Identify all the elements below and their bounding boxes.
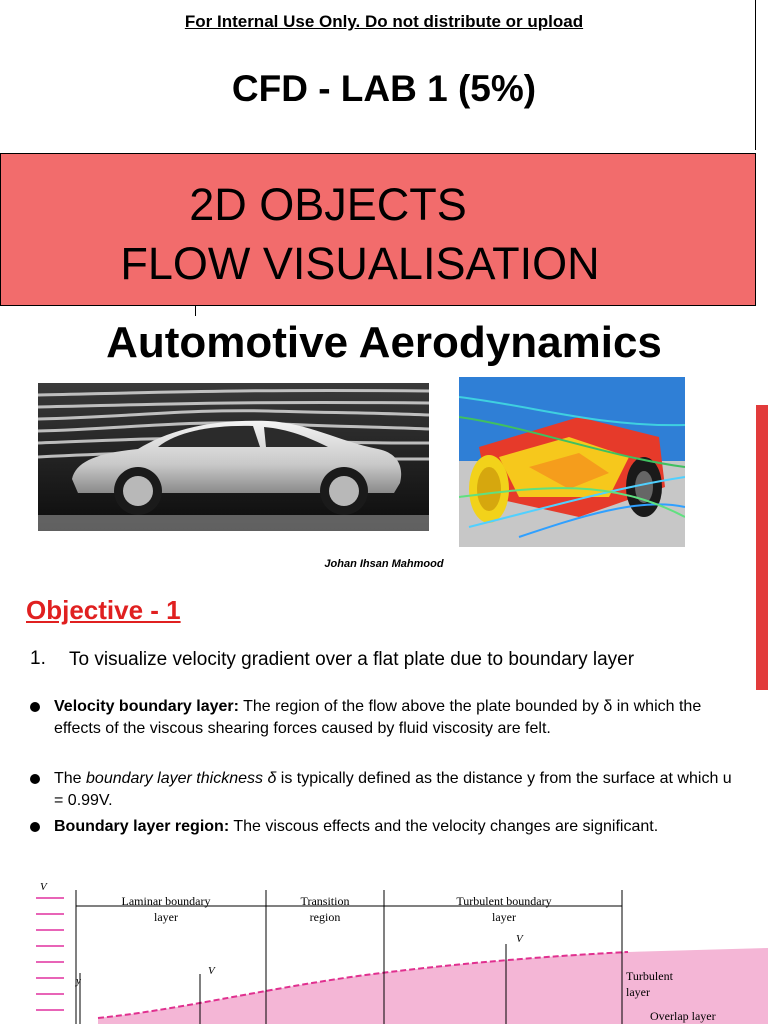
item-text: To visualize velocity gradient over a flat plate due to boundary layer bbox=[69, 649, 635, 670]
title-banner bbox=[0, 153, 756, 306]
boundary-layer-diagram bbox=[28, 878, 768, 1024]
objective-heading: Objective - 1 bbox=[26, 595, 181, 625]
transition-label: Transition bbox=[300, 894, 350, 908]
bullet-icon bbox=[30, 774, 40, 784]
bullet-bold-label: Velocity boundary layer: bbox=[54, 698, 239, 715]
v-label-turbulent: V bbox=[516, 933, 523, 945]
car-wind-tunnel-image bbox=[38, 383, 429, 531]
side-accent-bar bbox=[756, 405, 768, 690]
freestream-label: V bbox=[40, 881, 47, 893]
item-number: 1. bbox=[30, 648, 46, 669]
overlap-layer-label: Overlap layer bbox=[650, 1009, 716, 1023]
f1-cfd-image bbox=[459, 377, 685, 547]
laminar-label: Laminar boundary bbox=[121, 894, 211, 908]
bullet-bold-label: Boundary layer region: bbox=[54, 818, 230, 835]
divider bbox=[195, 306, 196, 316]
bullet-icon bbox=[30, 822, 40, 832]
bullet-text: The viscous effects and the velocity changes are significant. bbox=[229, 818, 659, 835]
turbulent-bl-label: Turbulent boundary bbox=[456, 894, 552, 908]
divider bbox=[755, 0, 756, 150]
internal-use-notice: For Internal Use Only. Do not distribute or upload bbox=[184, 12, 584, 31]
y-axis-label: y bbox=[76, 975, 81, 987]
transition-label-line2: region bbox=[309, 910, 341, 924]
laminar-label-line2: layer bbox=[154, 910, 178, 924]
turbulent-bl-label-line2: layer bbox=[492, 910, 516, 924]
banner-line-1: 2D OBJECTS bbox=[189, 179, 467, 230]
v-label-laminar: V bbox=[208, 965, 215, 977]
section-title: Automotive Aerodynamics bbox=[106, 318, 662, 367]
bullet-prefix: The bbox=[54, 770, 87, 787]
turbulent-layer-label: Turbulent bbox=[626, 969, 673, 983]
bullet-text: The region of the flow above the plate bounded by δ in which the effects of the viscous shearing forces caused by fluid viscosity are felt. bbox=[54, 698, 702, 737]
lab-title: CFD - LAB 1 (5%) bbox=[231, 68, 537, 109]
bullet-icon bbox=[30, 702, 40, 712]
banner-line-2: FLOW VISUALISATION bbox=[120, 238, 600, 289]
bullet-text: is typically defined as the distance y from the surface at which u = 0.99V. bbox=[54, 770, 732, 809]
bullet-italic-term: boundary layer thickness δ bbox=[86, 770, 277, 787]
turbulent-layer-label-line2: layer bbox=[626, 985, 650, 999]
author-caption: Johan Ihsan Mahmood bbox=[324, 558, 444, 570]
